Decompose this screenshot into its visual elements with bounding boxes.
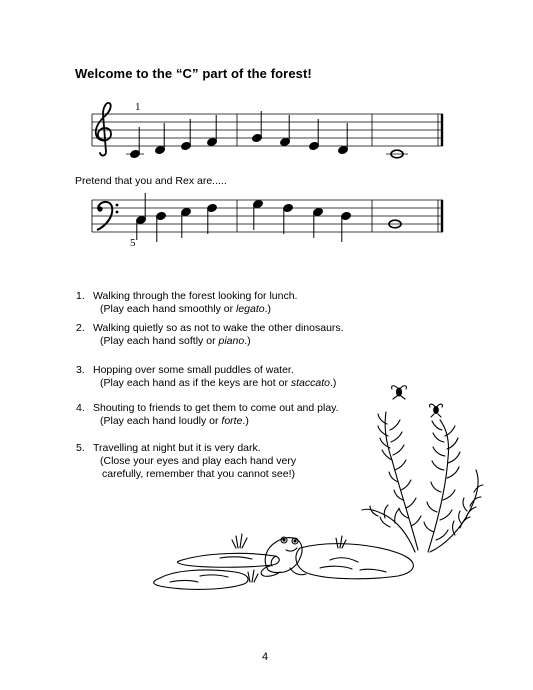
item-instruction: carefully, remember that you cannot see!)	[102, 468, 295, 480]
note	[341, 211, 352, 220]
note	[207, 137, 218, 146]
treble-notes	[126, 111, 408, 159]
item-number: 4.	[76, 402, 85, 414]
item-instruction: (Play each hand loudly or forte.)	[100, 415, 249, 427]
note	[252, 133, 263, 142]
bass-staff-lines	[92, 200, 443, 232]
note	[155, 145, 166, 154]
puddle-icon	[177, 553, 279, 567]
item-text: Walking quietly so as not to wake the other dinosaurs.	[93, 322, 344, 334]
item-number: 1.	[76, 290, 85, 302]
treble-staff-lines	[92, 114, 443, 146]
item-number: 5.	[76, 442, 85, 454]
item-instruction: (Play each hand smoothly or legato.)	[100, 303, 272, 315]
bug-icon	[392, 386, 407, 399]
note	[130, 149, 141, 158]
bass-notes	[136, 193, 401, 242]
note	[253, 199, 264, 208]
fern-icon	[378, 412, 421, 550]
bass-clef-icon	[97, 202, 118, 230]
treble-barlines	[92, 114, 442, 146]
whole-note	[389, 220, 401, 228]
item-number: 2.	[76, 322, 85, 334]
note	[309, 141, 320, 150]
fern-icon	[430, 470, 483, 552]
bass-finger-number: 5	[130, 237, 136, 249]
bug-icon	[429, 404, 442, 417]
note	[156, 211, 167, 220]
whole-note	[391, 150, 403, 158]
treble-finger-number: 1	[135, 101, 141, 113]
note	[313, 207, 324, 216]
intro-text: Pretend that you and Rex are.....	[75, 175, 227, 187]
bass-barlines	[92, 200, 442, 232]
puddle-icon	[296, 544, 413, 579]
note	[181, 141, 192, 150]
fern-icon	[362, 505, 415, 552]
item-instruction: (Play each hand as if the keys are hot or staccato.)	[100, 377, 337, 389]
item-text: Walking through the forest looking for lunch.	[93, 290, 298, 302]
puddle-icon	[154, 570, 248, 589]
note	[181, 207, 192, 216]
note	[207, 203, 218, 212]
item-instruction: (Play each hand softly or piano.)	[100, 335, 251, 347]
note	[280, 137, 291, 146]
note	[136, 215, 147, 224]
page-number: 4	[262, 651, 269, 663]
treble-clef-icon	[96, 103, 111, 156]
note	[283, 203, 294, 212]
fern-icon	[424, 420, 460, 552]
item-number: 3.	[76, 364, 85, 376]
page-title: Welcome to the “C” part of the forest!	[75, 66, 312, 81]
item-instruction: (Close your eyes and play each hand very	[100, 455, 297, 467]
frog-icon	[261, 537, 306, 576]
item-text: Travelling at night but it is very dark.	[93, 442, 261, 454]
item-text: Hopping over some small puddles of water.	[93, 364, 294, 376]
item-text: Shouting to friends to get them to come out and play.	[93, 402, 339, 414]
note	[338, 145, 349, 154]
